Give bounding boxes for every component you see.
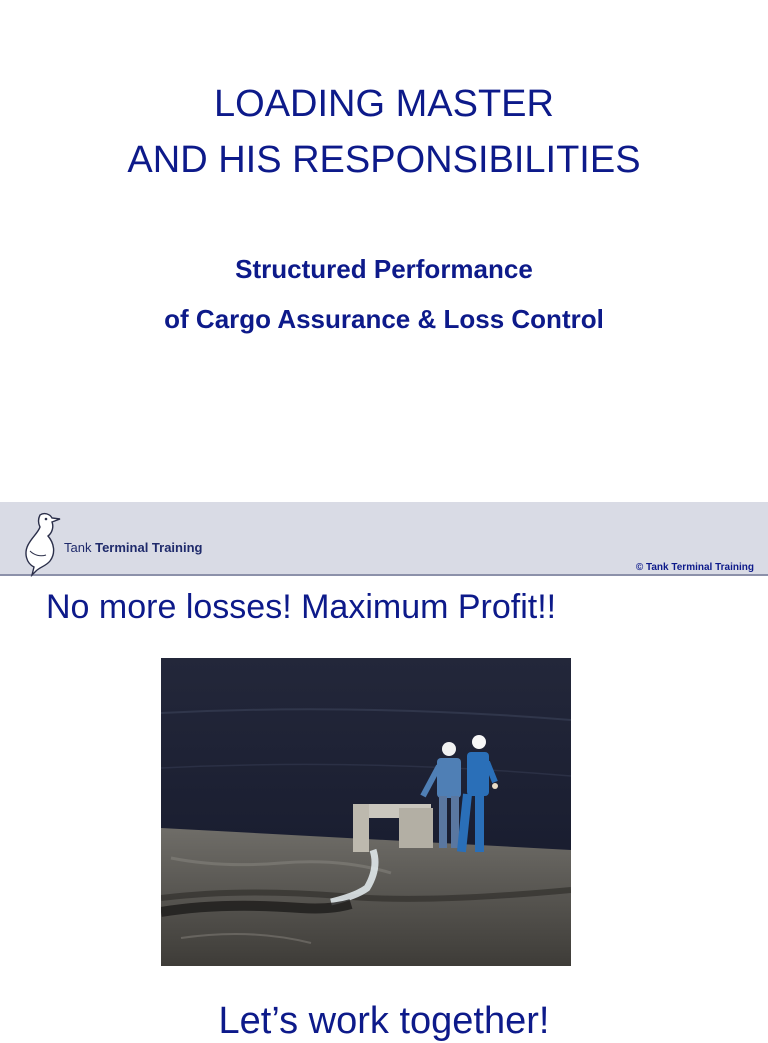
logo-word-terminal-training: Terminal Training bbox=[95, 540, 203, 555]
slide-subtitle bbox=[0, 244, 768, 344]
slide-title-line-2: AND HIS RESPONSIBILITIES bbox=[127, 139, 641, 181]
slide-2-bottom-text: Let’s work together! bbox=[218, 1000, 550, 1042]
slide-2-title: No more losses! Maximum Profit!! bbox=[46, 588, 557, 626]
slide-subtitle-line-2: of Cargo Assurance & Loss Control bbox=[164, 304, 604, 334]
logo-wordmark bbox=[64, 540, 202, 555]
copyright-notice: © Tank Terminal Training bbox=[635, 562, 754, 573]
slide-title-line-1: LOADING MASTER bbox=[214, 83, 554, 125]
logo-word-tank: Tank bbox=[64, 540, 92, 555]
footer-divider bbox=[0, 574, 768, 576]
slide-title bbox=[0, 76, 768, 188]
slide-subtitle-line-1: Structured Performance bbox=[235, 254, 533, 284]
tank-workers-photo bbox=[161, 658, 571, 966]
bird-logo-icon bbox=[18, 511, 68, 577]
